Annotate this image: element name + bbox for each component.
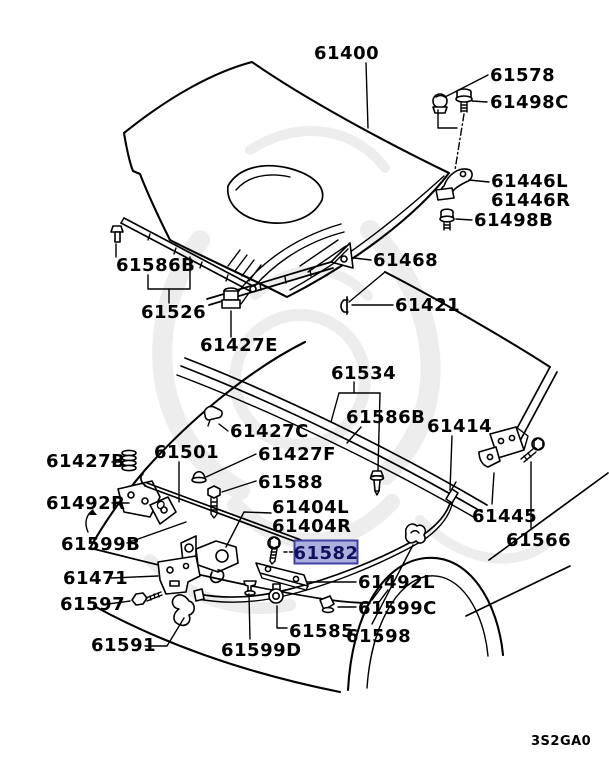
part-label-61492R[interactable]: 61492R [46,493,126,514]
clip-61599C [320,596,334,612]
part-label-61427B[interactable]: 61427B [46,451,126,472]
clip-61421 [341,297,348,314]
part-label-61599D[interactable]: 61599D [221,640,302,661]
screw-61582 [268,537,280,564]
bolt-61498B [440,209,454,230]
part-label-61498B[interactable]: 61498B [474,210,554,231]
part-label-61586B-upper[interactable]: 61586B [116,255,196,276]
part-label-61404L[interactable]: 61404L [272,497,350,518]
hood-hinge-61446 [436,169,472,200]
part-label-61427C[interactable]: 61427C [230,421,309,442]
grommet-61585 [269,584,283,603]
part-label-61446L[interactable]: 61446L [491,171,569,192]
pin-clip-61586B-upper [111,226,123,242]
part-label-61599C[interactable]: 61599C [358,598,437,619]
part-label-61588[interactable]: 61588 [258,472,324,493]
clip-61427C [205,407,223,426]
part-label-61578[interactable]: 61578 [490,65,556,86]
part-label-61526[interactable]: 61526 [141,302,207,323]
bumper-61427E [222,288,240,308]
part-label-61597[interactable]: 61597 [60,594,126,615]
highlighted-part-61582[interactable] [293,541,358,565]
part-label-61591[interactable]: 61591 [91,635,157,656]
drawing-code: 3S2GA0 [531,734,592,749]
bolt-61597 [132,592,162,605]
part-label-61427F[interactable]: 61427F [258,444,336,465]
part-label-61585[interactable]: 61585 [289,621,355,642]
part-label-61492L[interactable]: 61492L [358,572,436,593]
part-label-61414[interactable]: 61414 [427,416,493,437]
part-label-61468[interactable]: 61468 [373,250,439,271]
part-label-61471[interactable]: 61471 [63,568,129,589]
part-label-61446R[interactable]: 61446R [491,190,571,211]
part-label-61445[interactable]: 61445 [472,506,538,527]
part-label-61582[interactable]: 61582 [293,543,359,564]
part-label-61427E[interactable]: 61427E [200,335,278,356]
hinge-center-line [455,114,464,170]
cable-clip-61599D [244,581,256,595]
safety-hook-61591 [172,595,194,625]
part-label-61566[interactable]: 61566 [506,530,572,551]
part-label-61598[interactable]: 61598 [346,626,412,647]
part-label-61421[interactable]: 61421 [395,295,461,316]
cable-clip-61598 [406,524,426,543]
part-label-61599B[interactable]: 61599B [61,534,141,555]
part-label-61501[interactable]: 61501 [154,442,220,463]
part-label-61404R[interactable]: 61404R [272,516,352,537]
part-label-61534[interactable]: 61534 [331,363,397,384]
part-label-61400[interactable]: 61400 [314,43,380,64]
hood-scoop [228,166,323,223]
part-label-61586B-lower[interactable]: 61586B [346,407,426,428]
bolt-61498C [456,89,472,112]
part-label-61498C[interactable]: 61498C [490,92,569,113]
